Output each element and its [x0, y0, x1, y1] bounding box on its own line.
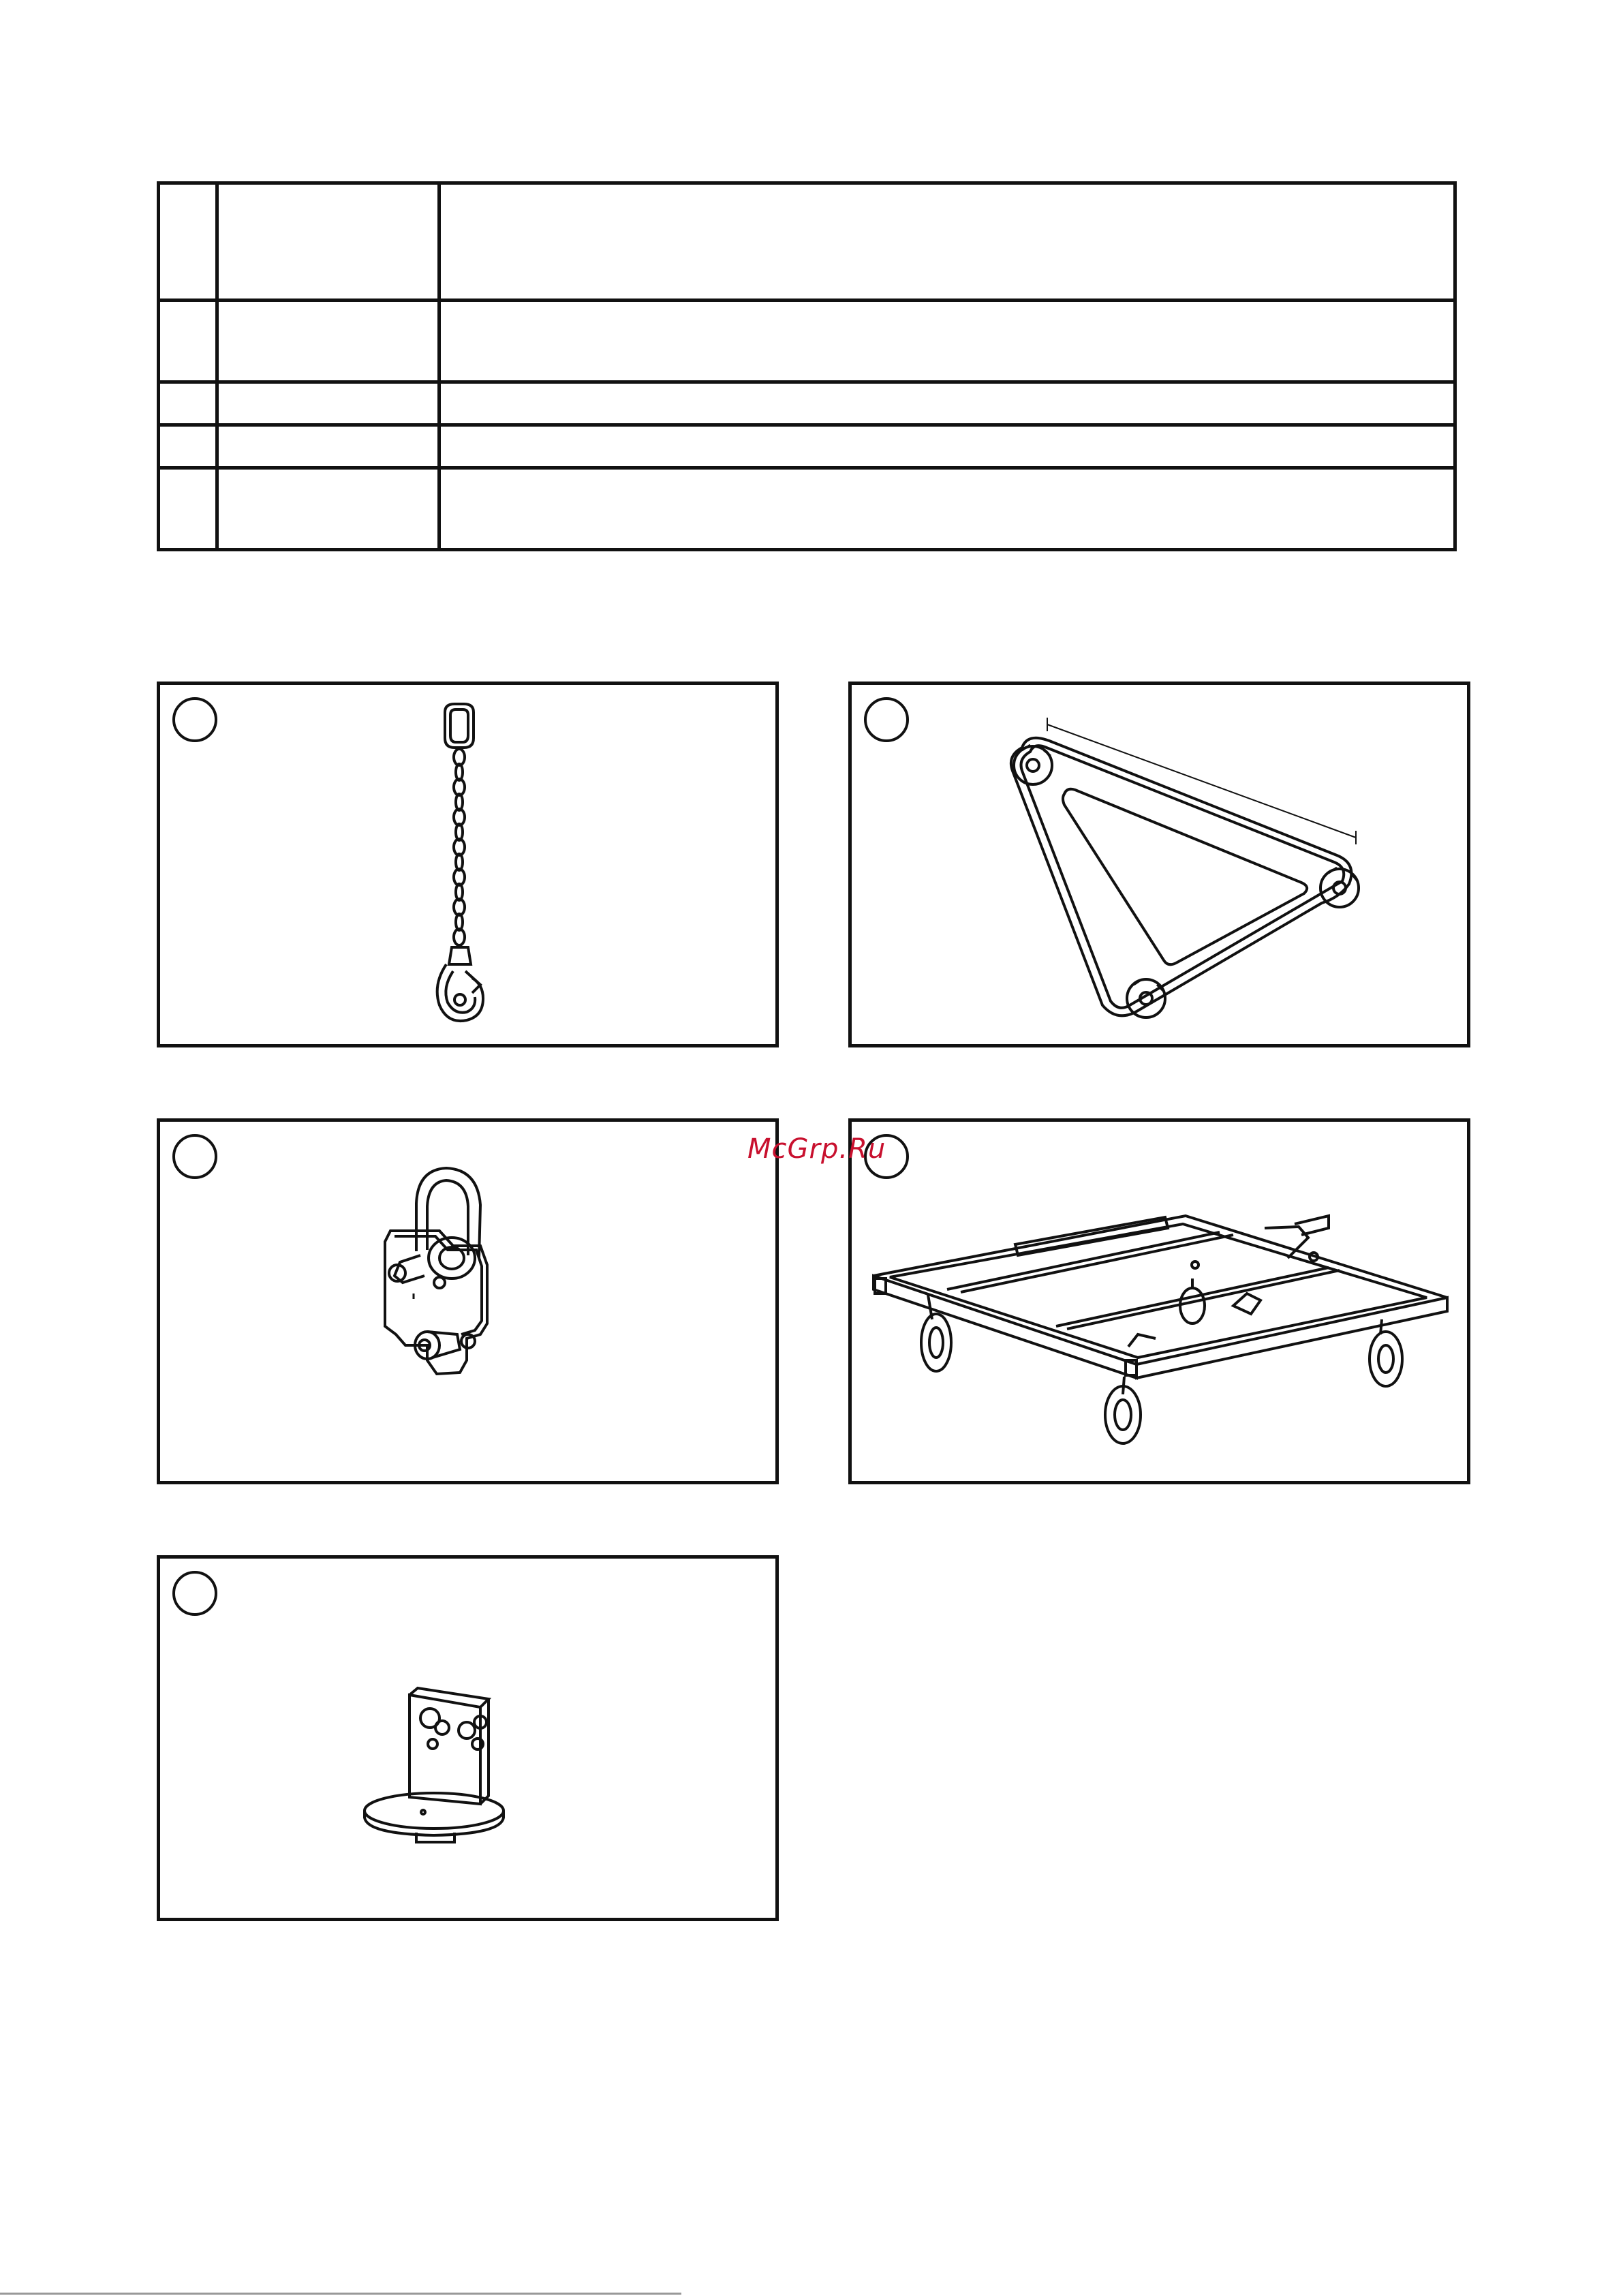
part-description-cell [439, 301, 1455, 382]
parts-table [157, 181, 1457, 551]
part-description-cell [439, 183, 1455, 301]
part-name-cell [217, 468, 439, 550]
figure-panel-3 [157, 1118, 779, 1484]
caster-dolly-frame-icon [852, 1122, 1474, 1488]
triangle-link-plate-icon [852, 685, 1474, 1051]
part-description-cell [439, 425, 1455, 468]
part-description-cell [439, 468, 1455, 550]
footer-divider [0, 2293, 681, 2295]
part-name-cell [217, 183, 439, 301]
part-number-cell [159, 183, 217, 301]
part-number-cell [159, 382, 217, 425]
part-number-cell [159, 301, 217, 382]
chain-hoist-sling-icon [160, 685, 782, 1051]
figure-panel-1 [157, 682, 779, 1047]
part-name-cell [217, 425, 439, 468]
table-row [159, 382, 1455, 425]
base-mount-plate-icon [160, 1559, 782, 1925]
part-name-cell [217, 382, 439, 425]
figure-panel-4 [848, 1118, 1470, 1484]
part-number-cell [159, 468, 217, 550]
shackle-bracket-icon [160, 1122, 782, 1488]
table-row [159, 301, 1455, 382]
figure-panel-2 [848, 682, 1470, 1047]
table-row [159, 425, 1455, 468]
part-description-cell [439, 382, 1455, 425]
watermark-text: McGrp.Ru [747, 1133, 886, 1165]
part-number-cell [159, 425, 217, 468]
part-name-cell [217, 301, 439, 382]
table-row [159, 183, 1455, 301]
table-row [159, 468, 1455, 550]
figure-panel-5 [157, 1555, 779, 1921]
